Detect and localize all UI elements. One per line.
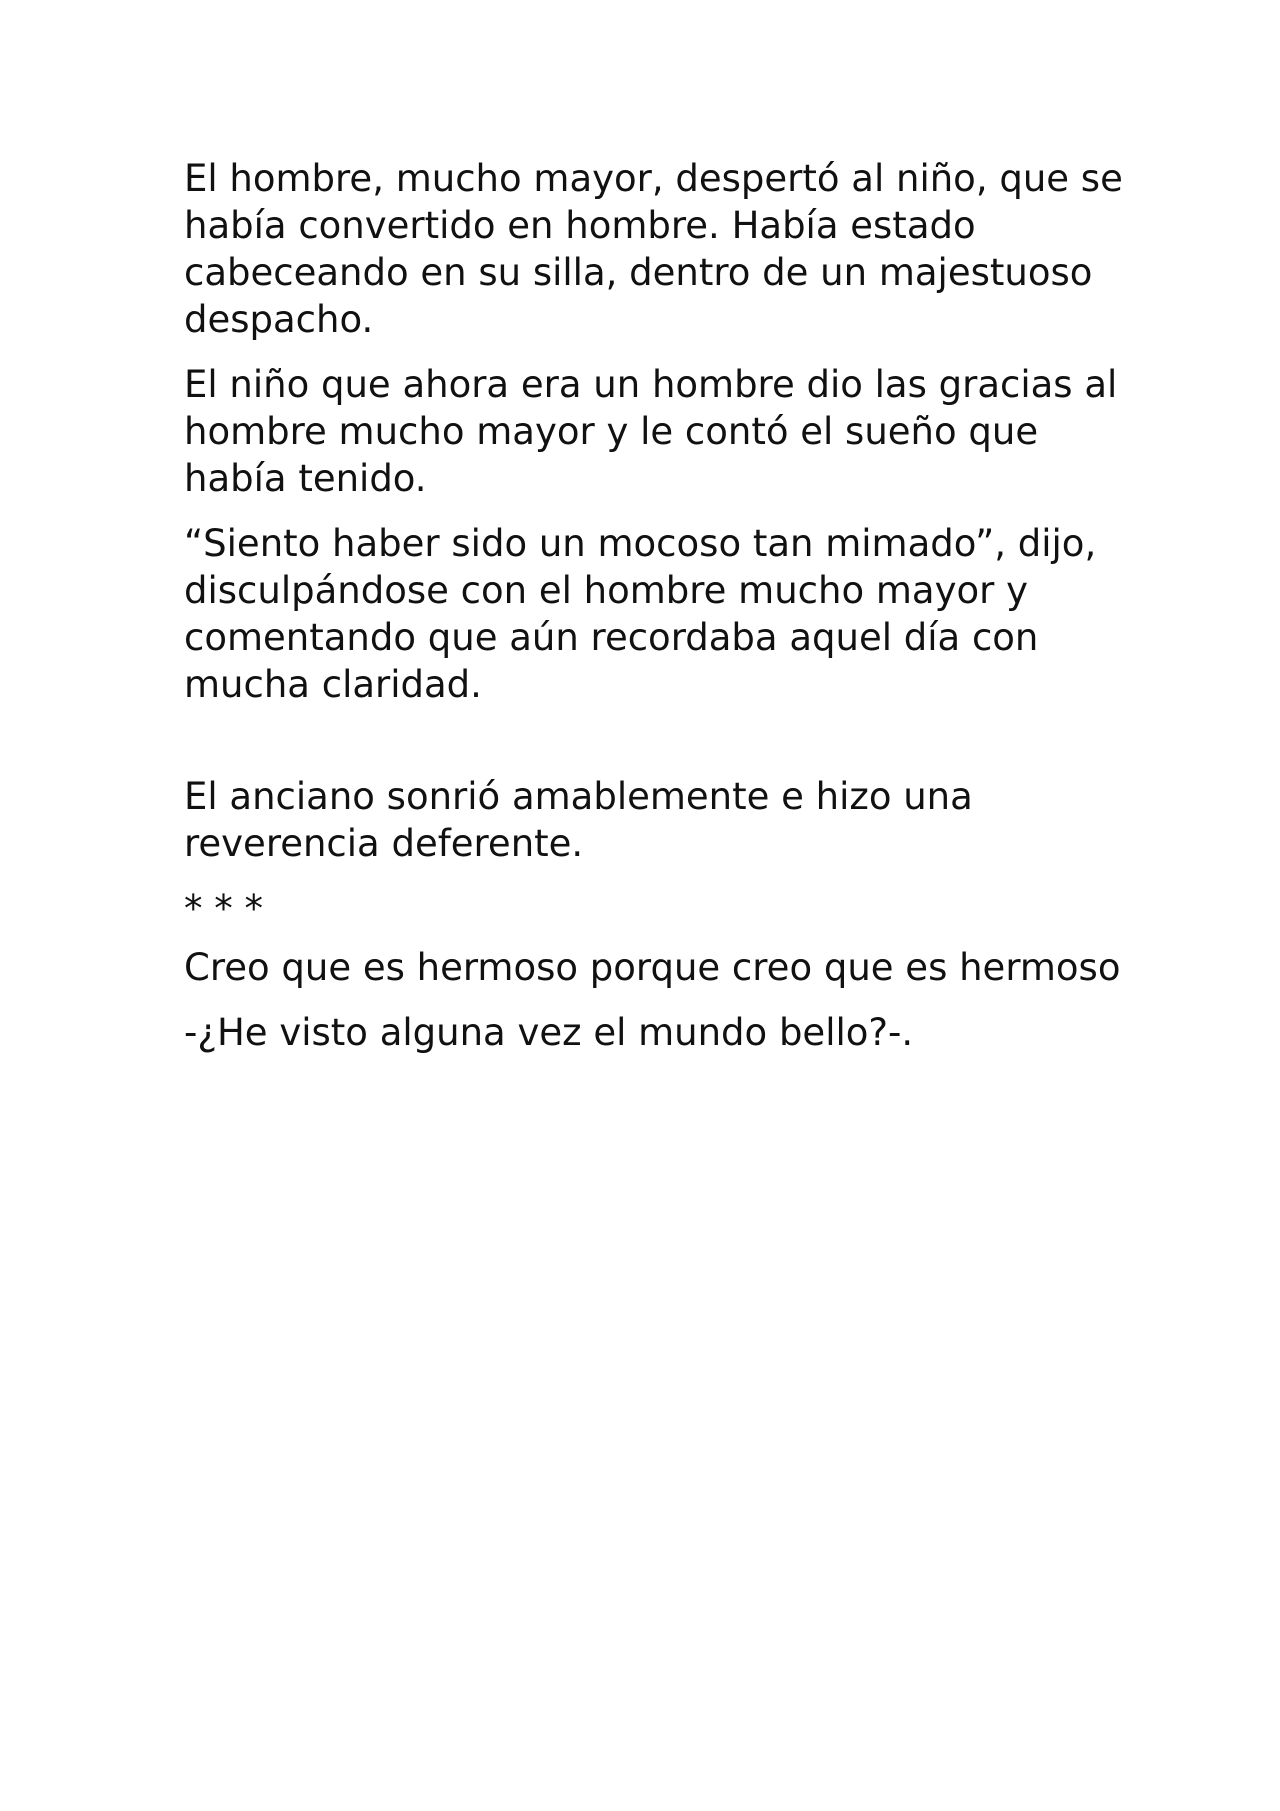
paragraph-5: Creo que es hermoso porque creo que es hermoso xyxy=(184,946,1121,989)
paragraph-6: -¿He visto alguna vez el mundo bello?-. xyxy=(184,1011,914,1054)
paragraph-3: “Siento haber sido un mocoso tan mimado”, dijo, disculpándose con el hombre mucho mayor y comentando que aún recordaba aquel día con mucha claridad. xyxy=(184,522,1097,706)
paragraph-2: El niño que ahora era un hombre dio las gracias al hombre mucho mayor y le contó el sueño que había tenido. xyxy=(184,363,1118,500)
section-separator: * * * xyxy=(184,887,264,930)
paragraph-4: El anciano sonrió amablemente e hizo una reverencia deferente. xyxy=(184,775,973,865)
paragraph-1: El hombre, mucho mayor, despertó al niño, que se había convertido en hombre. Había estado cabeceando en su silla, dentro de un majestuoso despacho. xyxy=(184,157,1123,341)
text-body xyxy=(184,155,1124,1074)
